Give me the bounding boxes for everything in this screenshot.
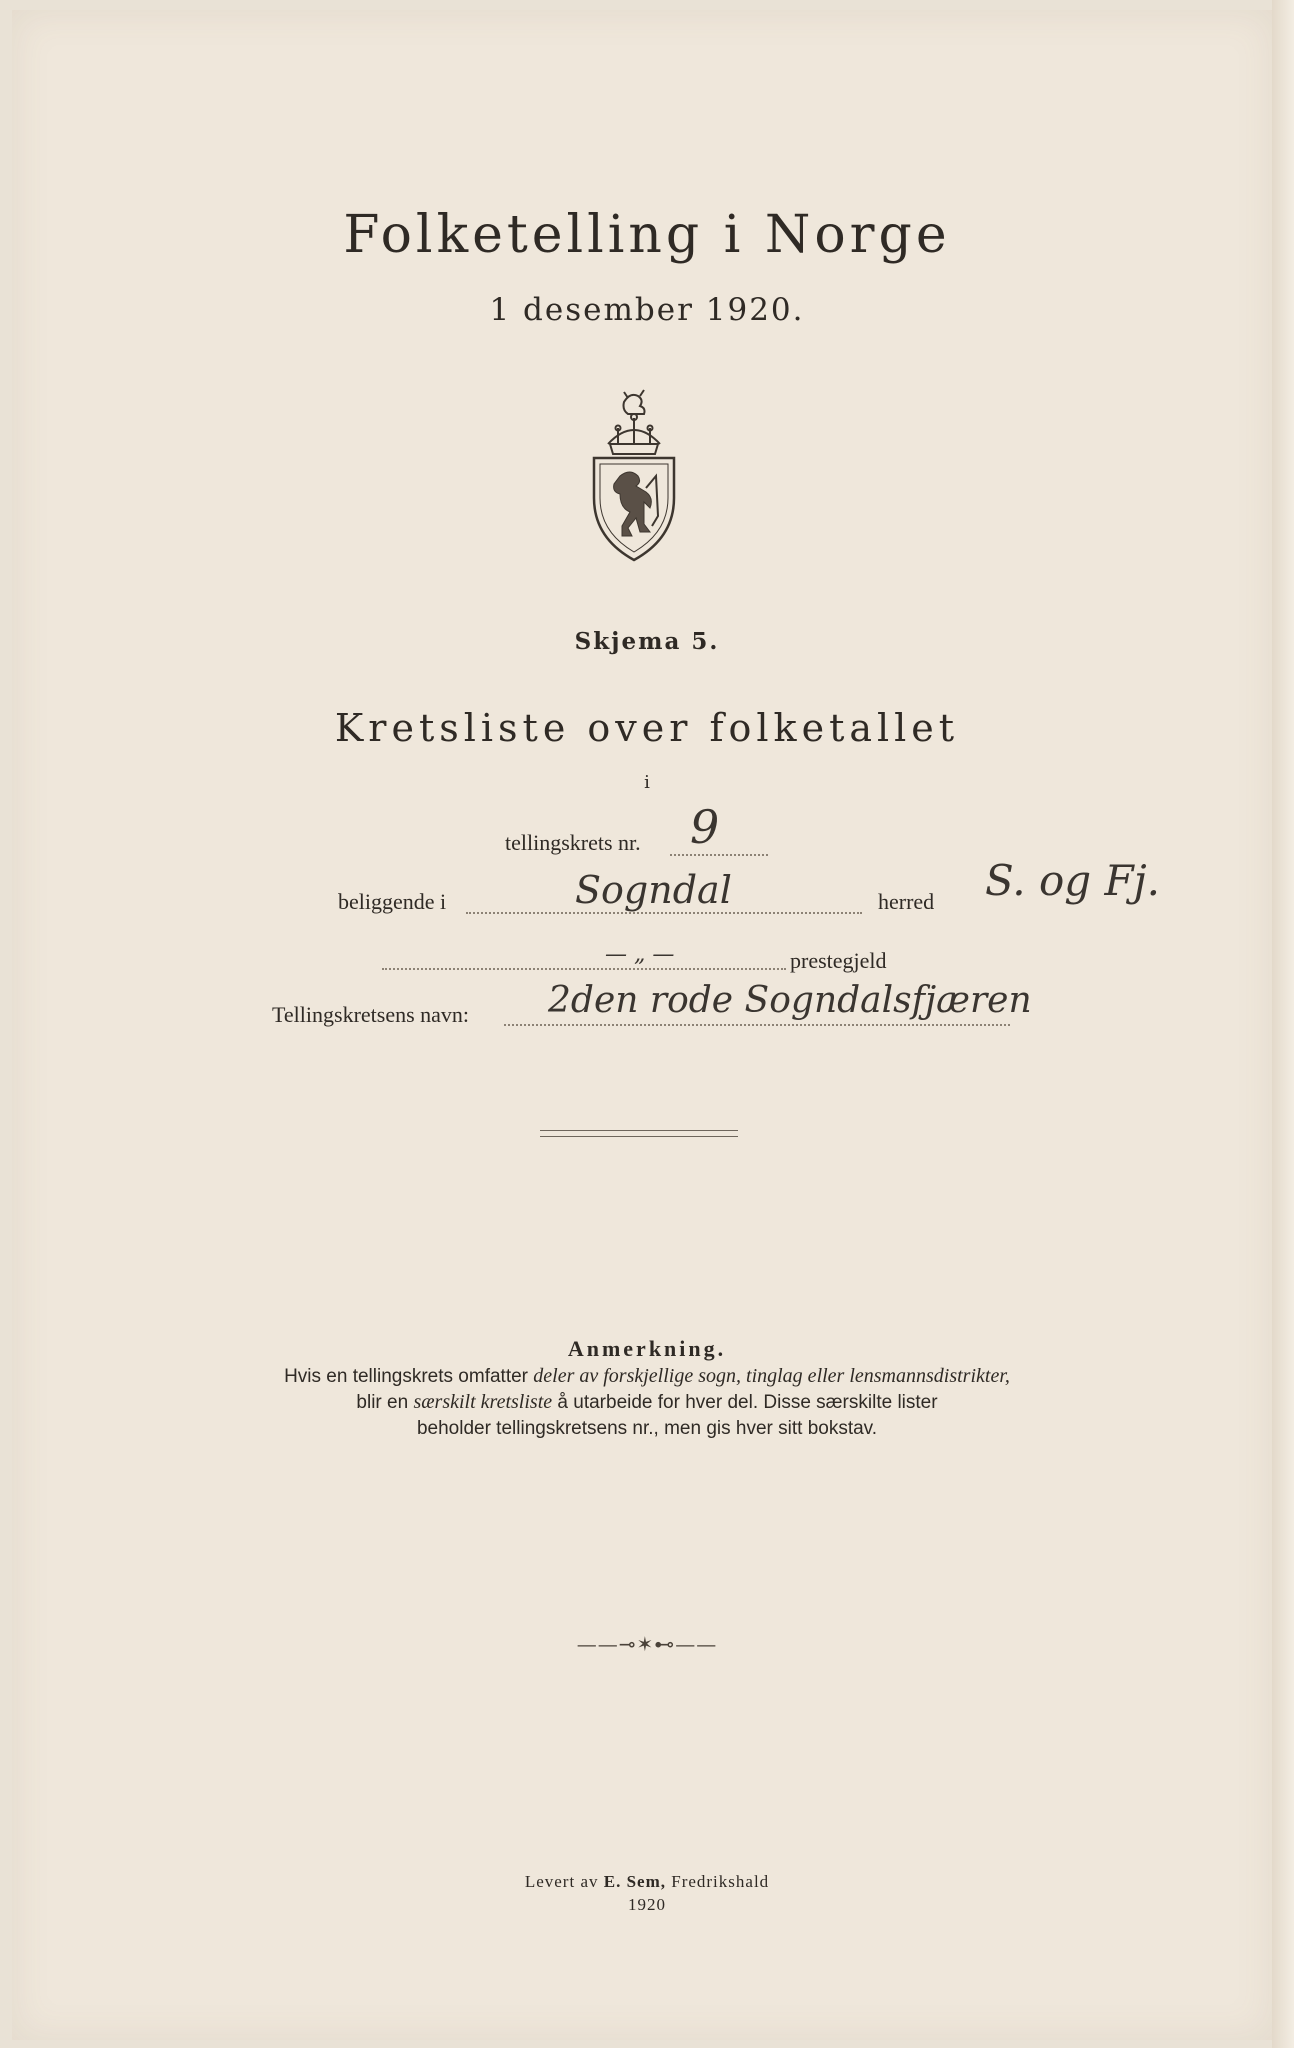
note-line-1-emphasis: deler av forskjellige sogn, tinglag eller lensmannsdistrikter, xyxy=(533,1365,1010,1387)
schema-number: Skjema 5. xyxy=(574,628,720,655)
divider-rule xyxy=(540,1130,738,1137)
krets-number-label: tellingskrets nr. xyxy=(505,830,641,855)
beliggende-value: Sogndal xyxy=(575,868,732,912)
note-line-2-text-a: blir en xyxy=(356,1392,414,1413)
document-title: Folketelling i Norge xyxy=(343,205,951,265)
note-line-3: beholder tellingskretsens nr., men gis hver sitt bokstav. xyxy=(416,1418,878,1439)
conjunction-i: i xyxy=(644,772,650,793)
prestegjeld-label: prestegjeld xyxy=(790,948,887,973)
printer-credit xyxy=(0,1872,1294,1892)
note-line-1 xyxy=(0,1364,1294,1389)
beliggende-line xyxy=(466,912,862,914)
printer-year: 1920 xyxy=(628,1895,666,1914)
krets-name-label: Tellingskretsens navn: xyxy=(272,1002,470,1027)
herred-label: herred xyxy=(878,889,935,914)
census-date: 1 desember 1920. xyxy=(489,292,805,328)
ornament-divider: ——⊸✶⊷—— xyxy=(576,1632,718,1656)
note-line-1-text: Hvis en tellingskrets omfatter xyxy=(284,1366,534,1387)
printer-prefix: Levert av xyxy=(524,1872,604,1891)
prestegjeld-line xyxy=(382,968,786,970)
note-title: Anmerkning. xyxy=(567,1336,727,1361)
printer-place: Fredrikshald xyxy=(665,1872,770,1891)
krets-name-value: 2den rode Sogndalsfjæren xyxy=(548,980,1032,1021)
coat-of-arms-icon xyxy=(584,388,684,563)
krets-number-line xyxy=(670,854,768,856)
printer-name: E. Sem, xyxy=(603,1872,666,1891)
note-line-2-emphasis: særskilt kretsliste xyxy=(413,1391,553,1413)
prestegjeld-value: — „ — xyxy=(605,942,675,967)
note-line-2-text-b: å utarbeide for hver del. Disse særskilte lister xyxy=(552,1392,938,1413)
krets-name-line xyxy=(504,1024,1010,1026)
form-heading: Kretsliste over folketallet xyxy=(334,706,960,750)
herred-value: S. og Fj. xyxy=(985,856,1161,905)
note-line-2 xyxy=(0,1390,1294,1415)
krets-number-value: 9 xyxy=(690,800,720,854)
beliggende-label: beliggende i xyxy=(338,889,447,914)
